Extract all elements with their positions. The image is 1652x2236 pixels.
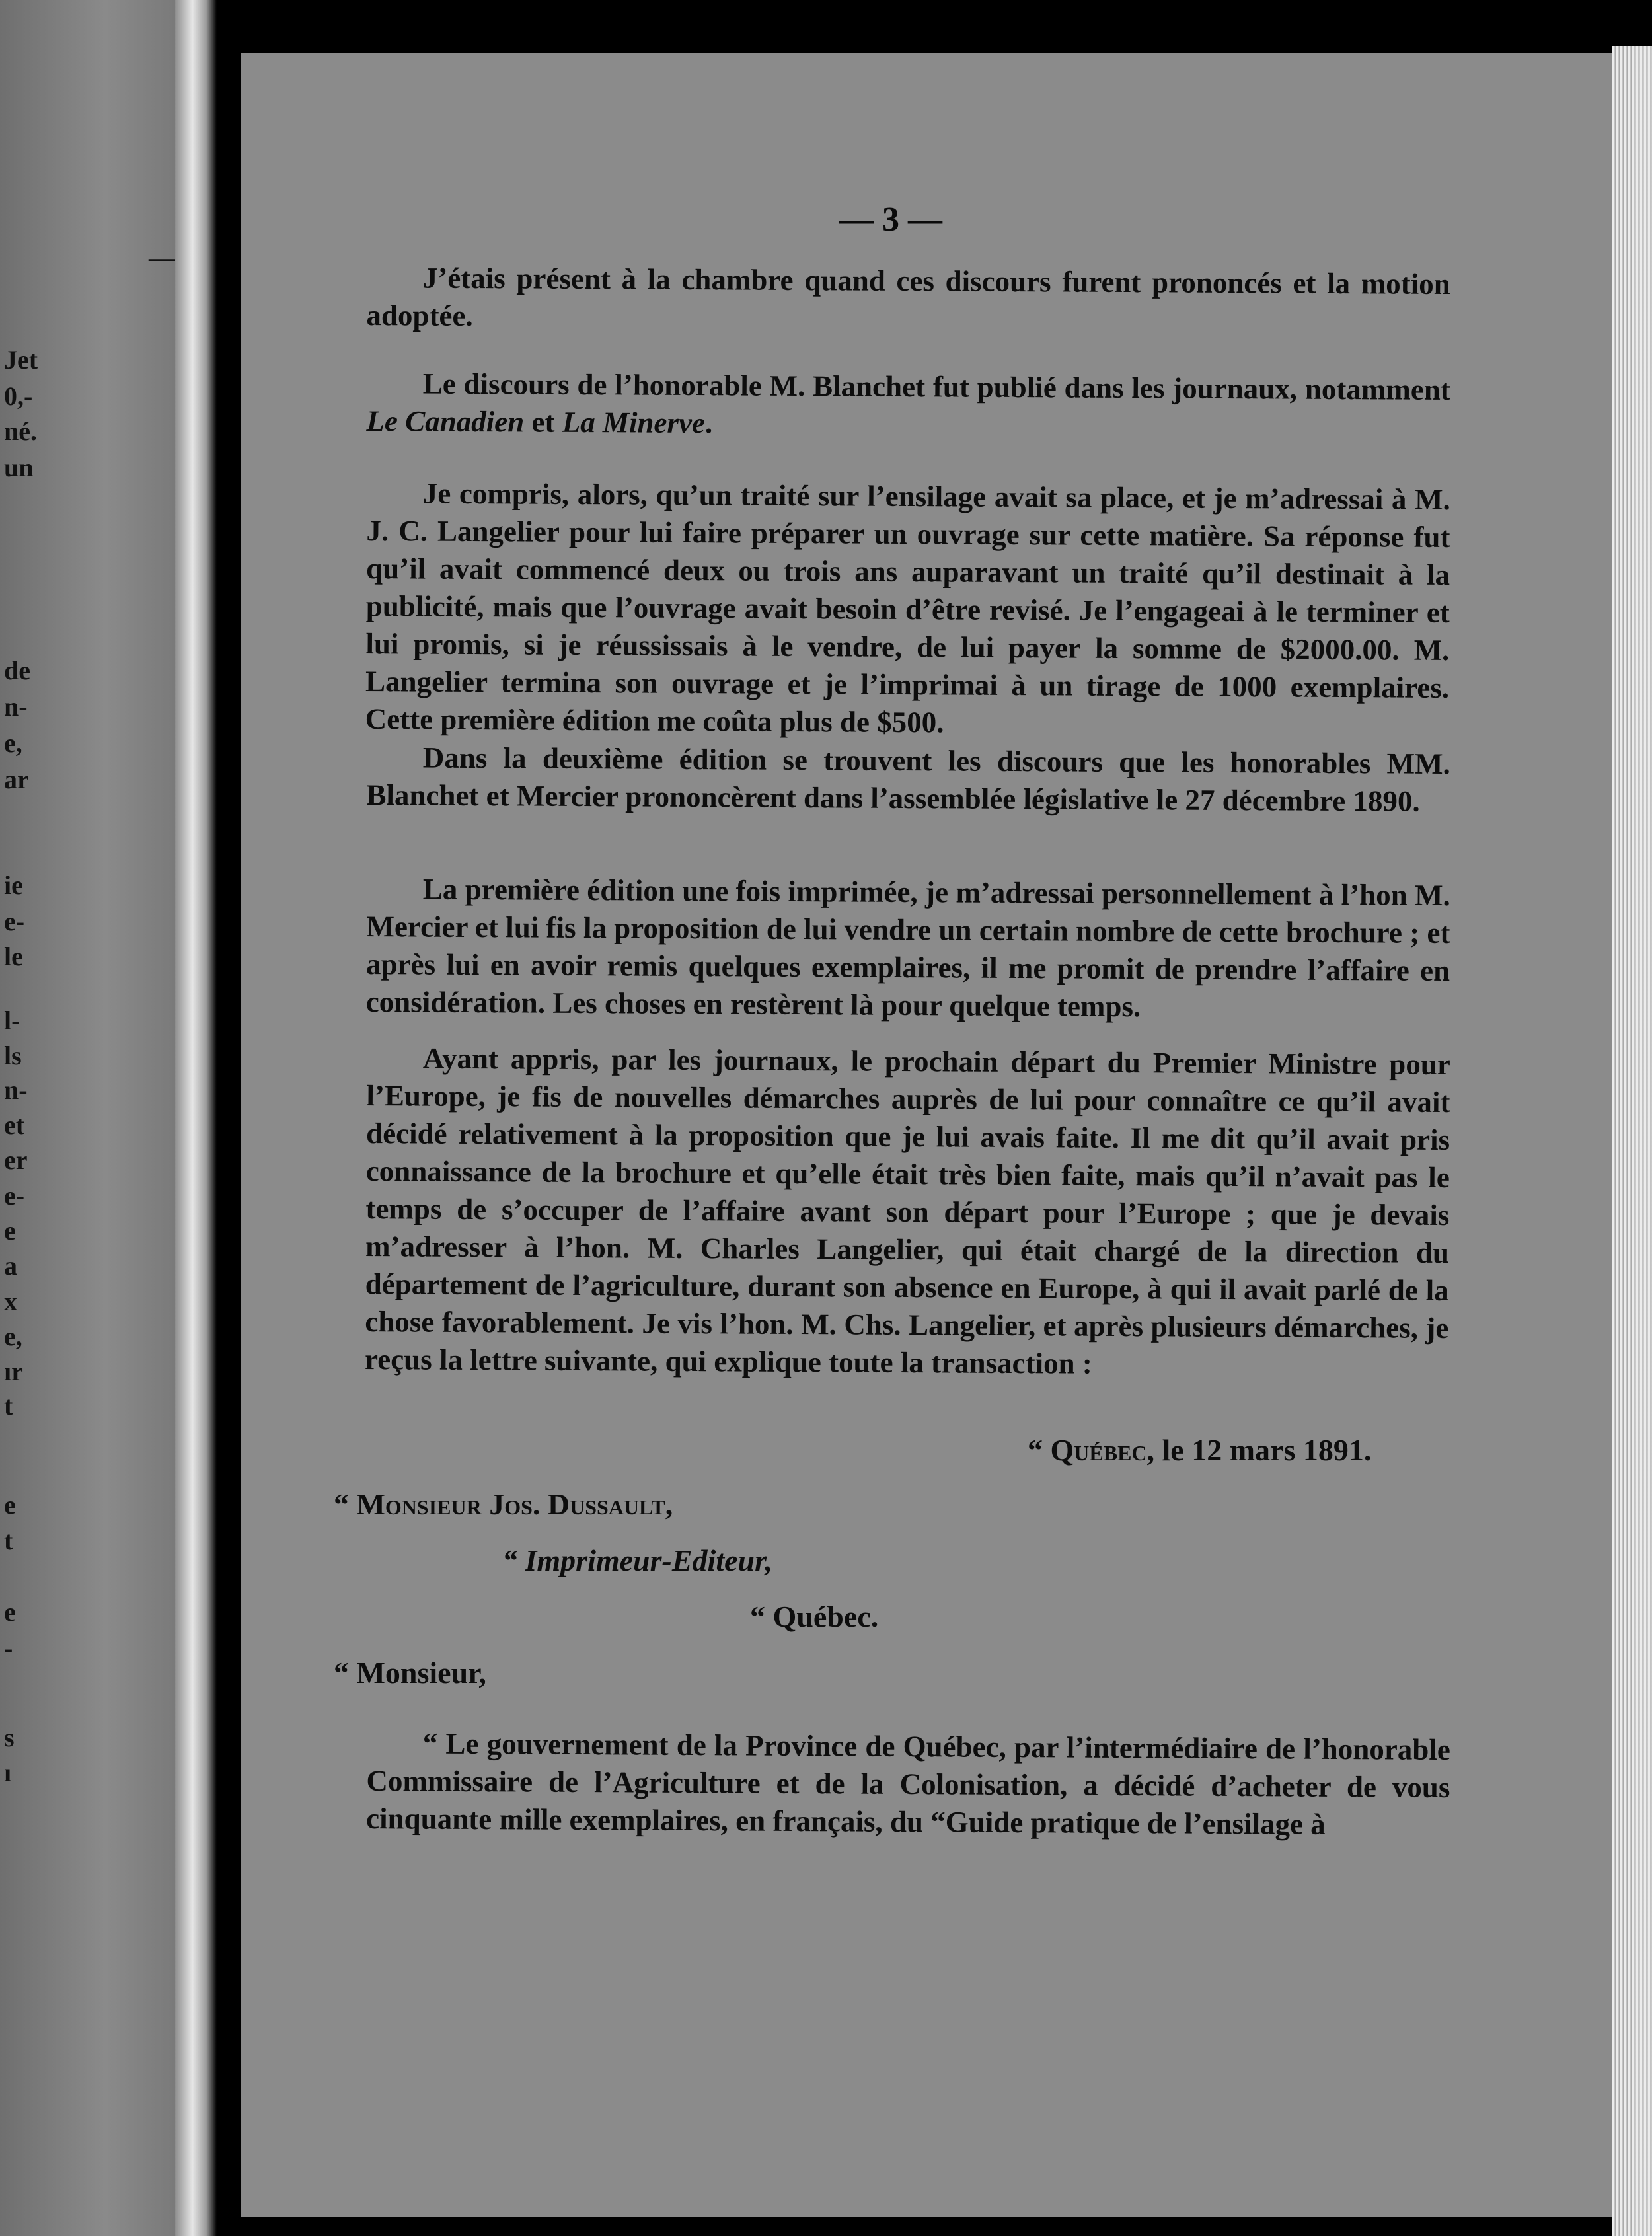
facing-page-fragment: t bbox=[4, 1526, 13, 1555]
facing-page-fragment: a bbox=[4, 1251, 17, 1281]
letter-place-date bbox=[1028, 1433, 1371, 1468]
paragraph-2 bbox=[366, 365, 1450, 447]
facing-page-fragment: n- bbox=[4, 692, 28, 722]
facing-page-fragment: x bbox=[4, 1286, 17, 1316]
paragraph-3: Je compris, alors, qu’un traité sur l’ensilage avait sa place, et je m’adressai à M. J. C. Langelier pour lui faire préparer un ouvrage sur cette matière. Sa réponse fut qu’il avait commencé deux ou trois ans auparavant un traité qu’il destinait à la publicité, mais que l’ouvrage avait besoin d’être revisé. Je l’engageai à le terminer et lui promis, si je réussissais à le vendre, de lui payer la somme de $2000.00. M. Langelier termina son ouvrage et je l’imprimai à un tirage de 1000 exemplaires. Cette première édition me coûta plus de $500. bbox=[365, 476, 1450, 739]
facing-page-fragment: e bbox=[4, 1216, 16, 1246]
letter-addressee-quote: “ bbox=[334, 1487, 357, 1521]
facing-page-fragment: e bbox=[4, 1490, 16, 1520]
paragraph-2-text-middle: et bbox=[524, 405, 562, 439]
facing-page-fragment: un bbox=[4, 453, 34, 482]
facing-page-fragment: ls bbox=[4, 1041, 22, 1070]
facing-page-fragment: — bbox=[149, 242, 175, 272]
paragraph-6: Ayant appris, par les journaux, le prochain départ du Premier Ministre pour l’Europe, je fis de nouvelles démarches auprès de lui pour connaître ce qu’il avait décidé relativement à la proposition que je lui avais faite. Il me dit qu’il avait pris connaissance de la brochure et qu’elle était très bien faite, mais qu’il n’avait pas le temps de s’occuper de l’affaire avant son départ pour l’Europe ; que je devais m’adresser à l’hon. M. Charles Langelier, qui était chargé de la direction du département de l’agriculture, durant son absence en Europe, à qui il avait parlé de la chose favorablement. Je vis l’hon. M. Chs. Langelier, et après plusieurs démarches, je reçus la lettre suivante, qui explique toute la transaction : bbox=[364, 1041, 1450, 1380]
letter-addressee bbox=[334, 1487, 673, 1522]
facing-page-fragment: ie bbox=[4, 870, 23, 900]
facing-page-fragment: e bbox=[4, 1597, 16, 1627]
letter-city: “ Québec. bbox=[750, 1600, 879, 1633]
facing-page-fragment: e, bbox=[4, 728, 22, 758]
letter-place: Québec bbox=[1050, 1433, 1147, 1467]
facing-page-fragment: er bbox=[4, 1145, 28, 1175]
facing-page-fragment: - bbox=[4, 1633, 13, 1663]
paragraph-4: Dans la deuxième édition se trouvent les discours que les honorables MM. Blanchet et Mercier prononcèrent dans l’assemblée législative le 27 décembre 1890. bbox=[366, 741, 1450, 818]
paragraph-5: La première édition une fois imprimée, je m’adressai personnellement à l’hon M. Mercier et lui fis la proposition de lui vendre un certain nombre de cette brochure ; et après lui en avoir remis quelques exemplaires, il me promit de prendre l’affaire en considération. Les choses en restèrent là pour quelque temps. bbox=[365, 872, 1450, 1024]
facing-page-fragment: e, bbox=[4, 1322, 22, 1351]
facing-page-left bbox=[0, 0, 175, 2236]
letter-salutation: “ Monsieur, bbox=[334, 1656, 486, 1690]
facing-page-fragment: ar bbox=[4, 764, 29, 794]
page-number: — 3 — bbox=[839, 201, 942, 239]
facing-page-fragment: né. bbox=[4, 416, 37, 446]
journal-la-minerve: La Minerve bbox=[562, 405, 706, 440]
facing-page-fragment: s bbox=[4, 1723, 15, 1752]
facing-page-fragment: de bbox=[4, 655, 30, 685]
letter-date: , le 12 mars 1891. bbox=[1146, 1433, 1372, 1467]
page-edges bbox=[1612, 46, 1652, 2236]
facing-page-fragment: ı bbox=[4, 1758, 12, 1787]
facing-page-fragment: e- bbox=[4, 1181, 25, 1211]
paragraph-2-text-before: Le discours de l’honorable M. Blanchet fut publié dans les journaux, notamment bbox=[422, 367, 1450, 407]
letter-body: “ Le gouvernement de la Province de Québec, par l’intermédiaire de l’honorable Commissaire de l’Agriculture et de la Colonisation, a décidé d’acheter de vous cinquante mille exemplaires, en français, du “Guide pratique de l’ensilage à bbox=[365, 1727, 1450, 1841]
facing-page-fragment: ır bbox=[4, 1357, 23, 1386]
journal-le-canadien: Le Canadien bbox=[366, 404, 525, 439]
letter-role: “ Imprimeur-Editeur, bbox=[502, 1544, 772, 1577]
book-gutter bbox=[175, 0, 244, 2236]
facing-page-fragment: l- bbox=[4, 1006, 20, 1035]
facing-page-fragment: e- bbox=[4, 907, 25, 936]
facing-page-fragment: 0,- bbox=[4, 381, 33, 411]
facing-page-fragment: Jet bbox=[4, 345, 38, 375]
facing-page-fragment: t bbox=[4, 1391, 13, 1421]
paragraph-2-text-after: . bbox=[704, 406, 713, 440]
facing-page-fragment: et bbox=[4, 1110, 25, 1140]
letter-addressee-name: Monsieur Jos. Dussault, bbox=[356, 1487, 673, 1521]
letter-place-date-quote: “ bbox=[1028, 1433, 1051, 1467]
facing-page-fragment: le bbox=[4, 942, 23, 971]
facing-page-fragment: n- bbox=[4, 1075, 28, 1105]
paragraph-1: J’étais présent à la chambre quand ces discours furent prononcés et la motion adoptée. bbox=[366, 261, 1450, 332]
